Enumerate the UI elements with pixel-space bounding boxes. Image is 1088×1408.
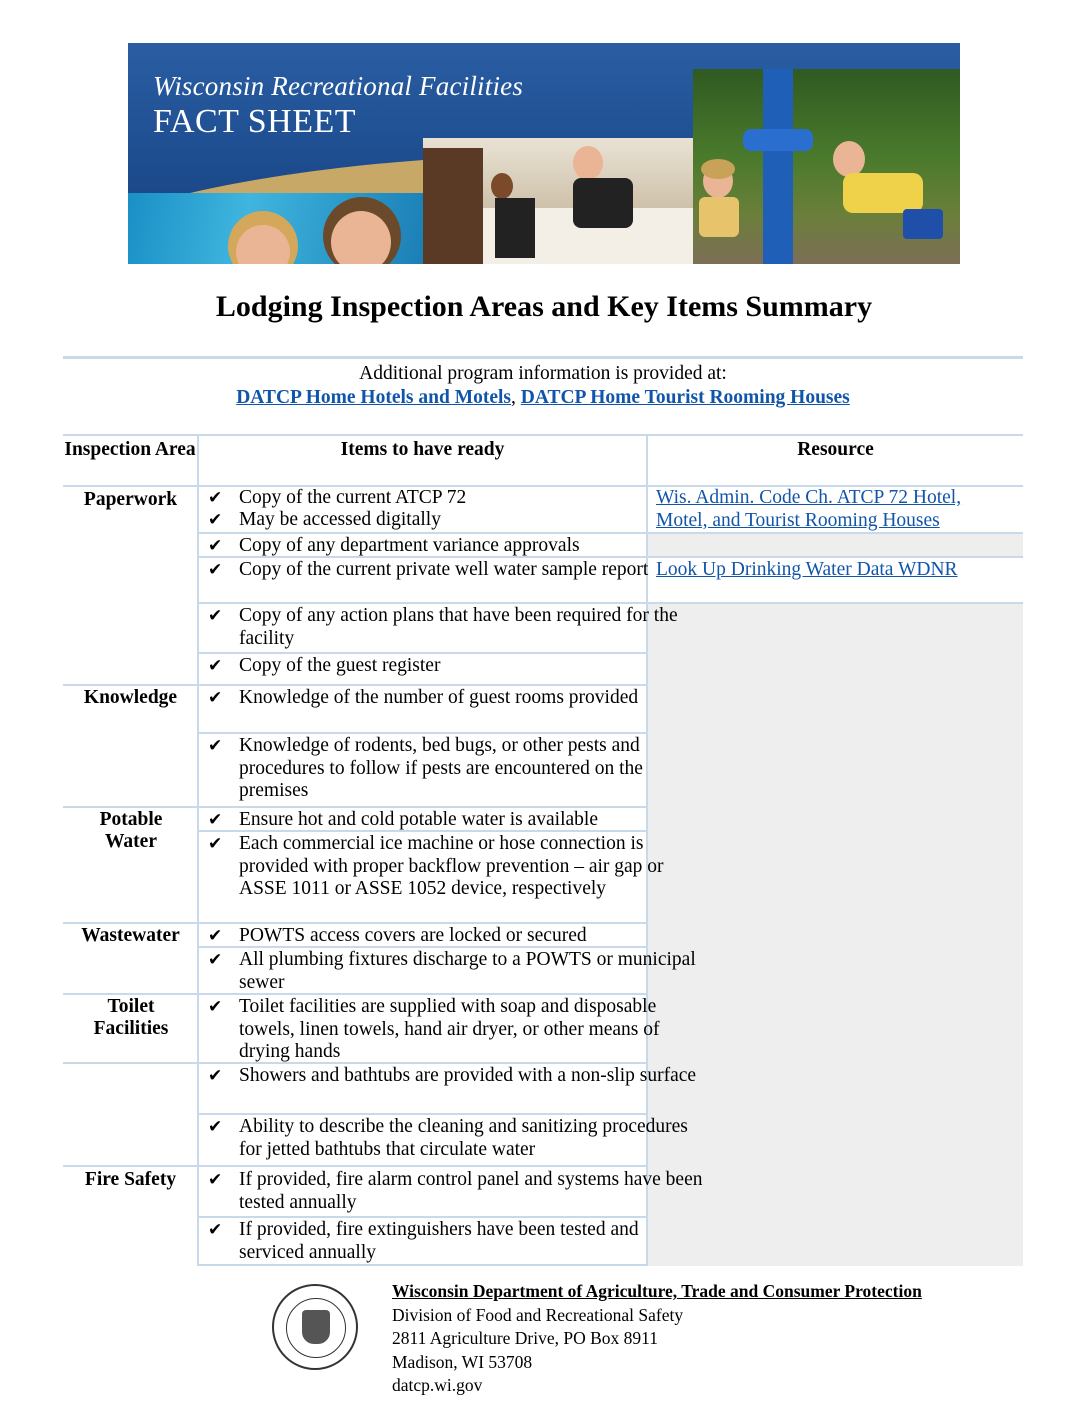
footer-website[interactable]: datcp.wi.gov: [392, 1375, 483, 1395]
info-text: Additional program information is provided at:: [359, 363, 727, 384]
checkmark-icon: ✔: [208, 536, 223, 556]
footer-street: 2811 Agriculture Drive, PO Box 8911: [392, 1328, 659, 1348]
table-rule: [197, 732, 647, 734]
banner-photo-housekeeping: [423, 138, 693, 264]
footer-department: Wisconsin Department of Agriculture, Trade and Consumer Protection: [392, 1281, 922, 1301]
checkmark-icon: ✔: [208, 656, 223, 676]
header-inspection-area: Inspection Area: [64, 439, 196, 460]
checkmark-icon: ✔: [208, 510, 223, 530]
checkmark-icon: ✔: [208, 810, 223, 830]
table-rule: [197, 436, 199, 1266]
footer-address: [392, 1280, 922, 1398]
fact-sheet-banner: [128, 43, 960, 264]
table-rule: [197, 1216, 647, 1218]
table-rule: [63, 434, 1023, 436]
checkmark-icon: ✔: [208, 488, 223, 508]
resource-link-wdnr-water-data[interactable]: Look Up Drinking Water Data WDNR: [656, 559, 958, 580]
area-toilet-facilities: Toilet Facilities: [93, 996, 169, 1039]
checkmark-icon: ✔: [208, 1066, 223, 1086]
table-rule: [197, 652, 647, 654]
table-rule: [63, 922, 647, 924]
area-knowledge: Knowledge: [83, 687, 178, 708]
banner-photo-drinking-fountain: [693, 69, 960, 264]
banner-photo-pool-kids: [128, 193, 423, 264]
checkmark-icon: ✔: [208, 997, 223, 1017]
area-wastewater: Wastewater: [81, 925, 180, 946]
page-title: Lodging Inspection Areas and Key Items Summary: [215, 290, 873, 323]
checkmark-icon: ✔: [208, 950, 223, 970]
footer-city: Madison, WI 53708: [392, 1351, 533, 1372]
banner-title-line2: FACT SHEET: [153, 103, 357, 140]
resource-empty-cell: [648, 604, 1023, 1266]
checkmark-icon: ✔: [208, 736, 223, 756]
table-rule: [197, 602, 1023, 604]
link-hotels-motels[interactable]: DATCP Home Hotels and Motels: [236, 387, 511, 408]
divider: [63, 356, 1023, 359]
link-tourist-rooming-houses[interactable]: DATCP Home Tourist Rooming Houses: [520, 387, 850, 408]
checkmark-icon: ✔: [208, 926, 223, 946]
checkmark-icon: ✔: [208, 1220, 223, 1240]
datcp-seal-logo: [272, 1284, 358, 1370]
area-fire-safety: Fire Safety: [84, 1169, 177, 1190]
footer-division: Division of Food and Recreational Safety: [392, 1304, 684, 1325]
resource-empty-cell: [648, 534, 1023, 556]
table-rule: [63, 684, 647, 686]
checkmark-icon: ✔: [208, 688, 223, 708]
checkmark-icon: ✔: [208, 834, 223, 854]
resource-link-atcp72[interactable]: Wis. Admin. Code Ch. ATCP 72 Hotel, Motel, and Tourist Rooming Houses: [656, 487, 962, 531]
area-potable-water: Potable Water: [99, 809, 163, 852]
table-rule: [197, 1113, 647, 1115]
info-block: [63, 362, 1023, 410]
link-separator: ,: [511, 387, 516, 408]
table-rule: [63, 1165, 647, 1167]
header-resource: Resource: [797, 439, 874, 460]
checkmark-icon: ✔: [208, 606, 223, 626]
checkmark-icon: ✔: [208, 1170, 223, 1190]
table-rule: [197, 1264, 647, 1266]
banner-title-line1: Wisconsin Recreational Facilities: [153, 71, 524, 101]
table-rule: [63, 806, 647, 808]
table-rule: [197, 532, 1023, 534]
checkmark-icon: ✔: [208, 560, 223, 580]
checkmark-icon: ✔: [208, 1117, 223, 1137]
header-items: Items to have ready: [340, 439, 505, 460]
area-paperwork: Paperwork: [83, 489, 178, 510]
